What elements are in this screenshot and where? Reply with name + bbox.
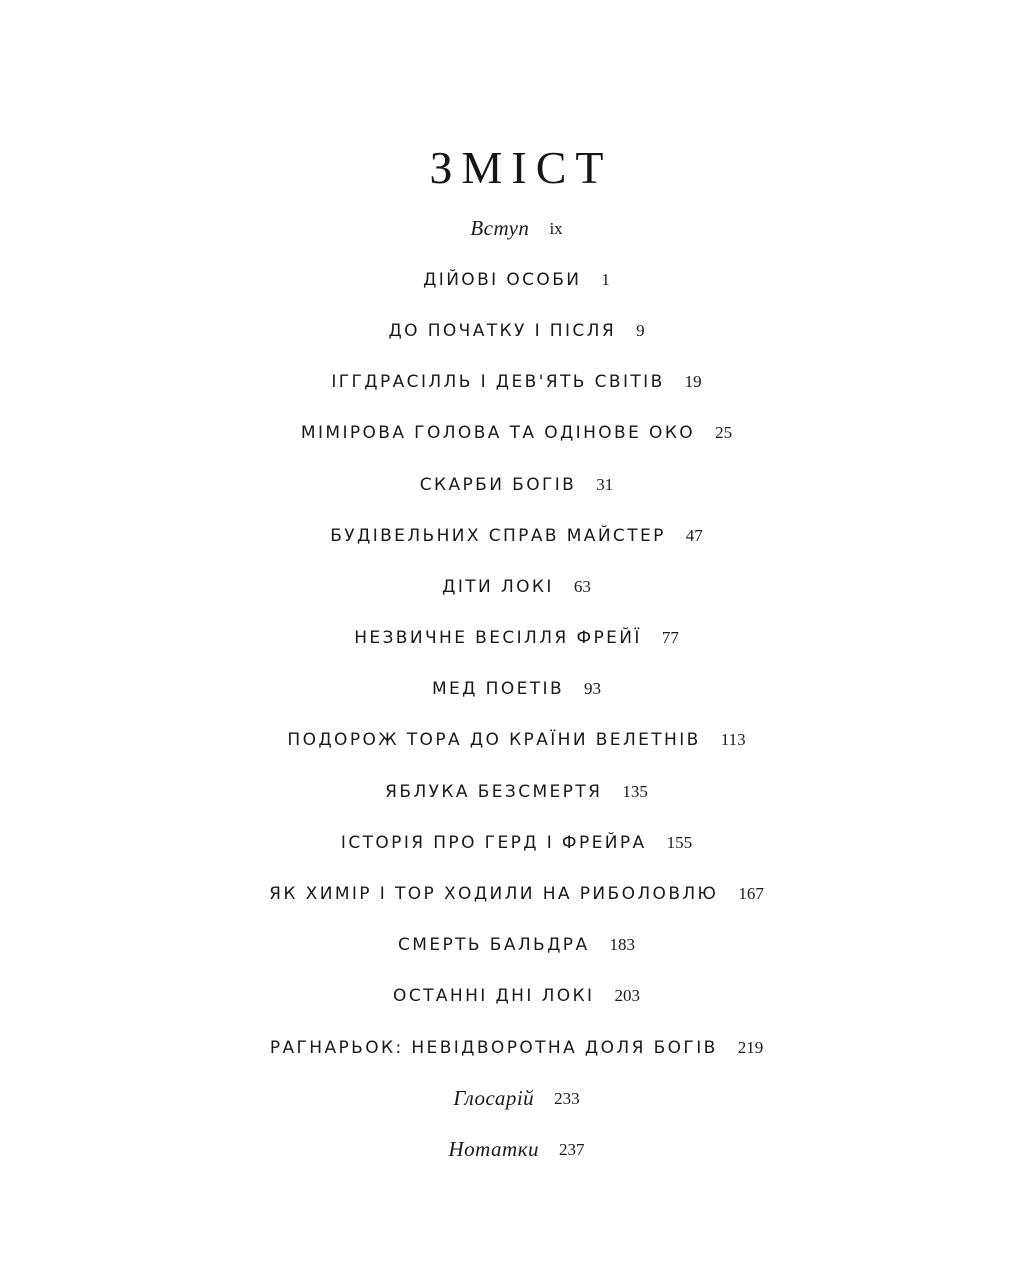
toc-entry: [0, 1073, 1033, 1124]
toc-entry-title: МЕД ПОЕТІВ: [431, 679, 565, 700]
toc-entry-title: БУДІВЕЛЬНИХ СПРАВ МАЙСТЕР: [330, 525, 666, 546]
toc-entry-page-number: 47: [685, 525, 703, 545]
table-of-contents: [0, 203, 1033, 1176]
toc-entry-page-number: 25: [715, 423, 733, 443]
toc-entry-page-number: 1: [601, 269, 610, 289]
page-title: ЗМІСТ: [429, 142, 613, 193]
toc-entry-title: МІМІРОВА ГОЛОВА ТА ОДІНОВЕ ОКО: [300, 423, 696, 444]
toc-entry-page-number: 183: [609, 935, 635, 955]
toc-entry: [0, 868, 1033, 919]
toc-entry-title: ОСТАННІ ДНІ ЛОКІ: [393, 986, 595, 1007]
toc-entry-title: ДІТИ ЛОКІ: [442, 576, 554, 597]
toc-entry-page-number: 203: [614, 986, 640, 1006]
toc-entry: [0, 459, 1033, 510]
toc-entry: [0, 203, 1033, 254]
toc-entry-title: Вступ: [470, 216, 530, 241]
toc-entry-page-number: 113: [720, 730, 746, 750]
toc-entry-title: ДІЙОВІ ОСОБИ: [423, 269, 582, 290]
toc-entry-page-number: 233: [554, 1088, 580, 1108]
toc-entry-page-number: 219: [737, 1037, 764, 1057]
toc-entry-page-number: 135: [622, 781, 648, 801]
toc-entry-page-number: 31: [596, 474, 614, 494]
toc-entry-page-number: 155: [666, 832, 693, 852]
toc-entry-page-number: 63: [573, 576, 591, 596]
toc-entry: [0, 1022, 1033, 1073]
toc-entry: [0, 971, 1033, 1022]
toc-entry-title: Нотатки: [448, 1137, 540, 1162]
toc-entry-title: ІСТОРІЯ ПРО ГЕРД І ФРЕЙРА: [340, 832, 647, 853]
toc-entry-title: Глосарій: [453, 1086, 535, 1111]
toc-entry: [0, 510, 1033, 561]
toc-entry-page-number: ix: [549, 218, 563, 238]
toc-entry-page-number: 93: [584, 679, 602, 699]
toc-entry: [0, 766, 1033, 817]
toc-entry: [0, 1124, 1033, 1175]
toc-entry-title: СКАРБИ БОГІВ: [419, 474, 577, 495]
toc-entry-title: ЯК ХИМІР І ТОР ХОДИЛИ НА РИБОЛОВЛЮ: [269, 884, 719, 905]
toc-entry: [0, 920, 1033, 971]
toc-entry-title: РАГНАРЬОК: НЕВІДВОРОТНА ДОЛЯ БОГІВ: [269, 1037, 718, 1058]
toc-entry-page-number: 9: [636, 320, 645, 340]
toc-entry: [0, 305, 1033, 356]
toc-entry-page-number: 237: [559, 1139, 585, 1159]
toc-entry-title: ІГГДРАСІЛЛЬ І ДЕВ'ЯТЬ СВІТІВ: [331, 372, 665, 393]
toc-entry: [0, 664, 1033, 715]
toc-entry-page-number: 19: [684, 372, 702, 392]
toc-entry: [0, 817, 1033, 868]
toc-entry-title: ЯБЛУКА БЕЗСМЕРТЯ: [385, 781, 603, 802]
toc-entry-page-number: 167: [738, 884, 764, 904]
toc-entry: [0, 357, 1033, 408]
toc-entry-title: НЕЗВИЧНЕ ВЕСІЛЛЯ ФРЕЙЇ: [354, 628, 642, 649]
toc-entry: [0, 561, 1033, 612]
toc-entry: [0, 715, 1033, 766]
toc-entry: [0, 408, 1033, 459]
toc-entry-title: ДО ПОЧАТКУ І ПІСЛЯ: [388, 320, 617, 341]
toc-entry: [0, 613, 1033, 664]
toc-entry: [0, 254, 1033, 305]
toc-entry-title: ПОДОРОЖ ТОРА ДО КРАЇНИ ВЕЛЕТНІВ: [287, 730, 701, 751]
toc-entry-page-number: 77: [661, 628, 679, 648]
toc-entry-title: СМЕРТЬ БАЛЬДРА: [398, 935, 590, 956]
